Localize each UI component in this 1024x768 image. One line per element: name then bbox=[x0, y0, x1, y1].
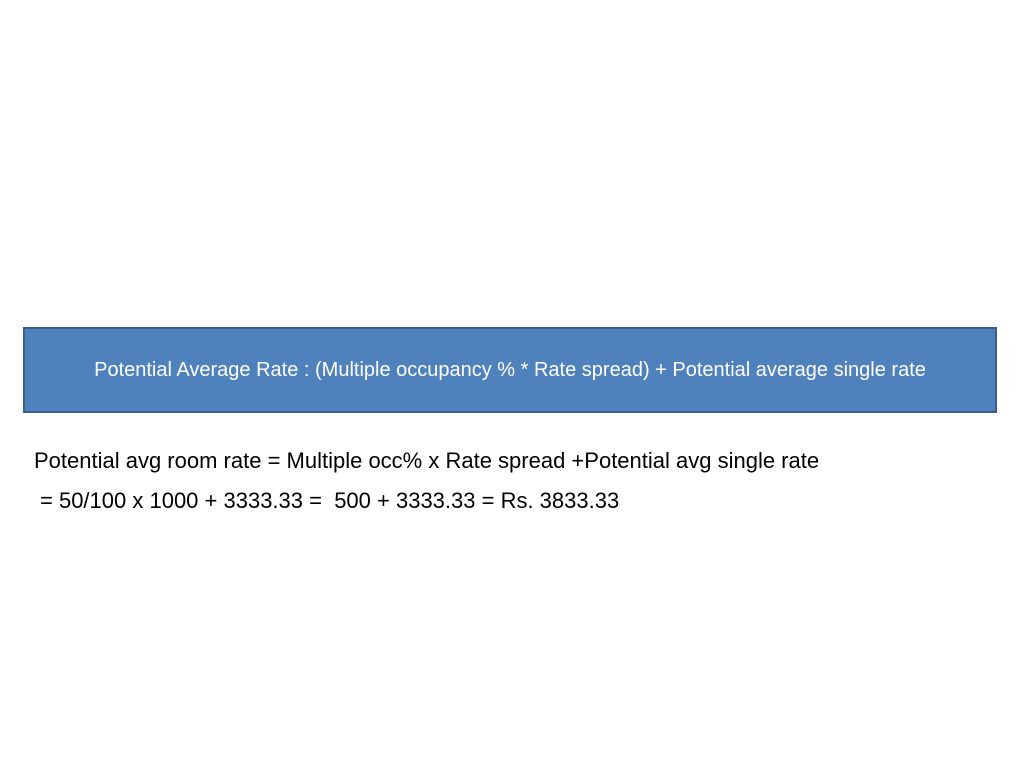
calculation-formula-line: Potential avg room rate = Multiple occ% x Rate spread +Potential avg single rate bbox=[34, 448, 820, 473]
calculation-result-line: = 50/100 x 1000 + 3333.33 = 500 + 3333.33 = Rs. 3833.33 bbox=[40, 488, 620, 513]
formula-definition: Potential Average Rate : (Multiple occupancy % * Rate spread) + Potential average single rate bbox=[94, 358, 926, 381]
formula-box bbox=[23, 327, 997, 413]
